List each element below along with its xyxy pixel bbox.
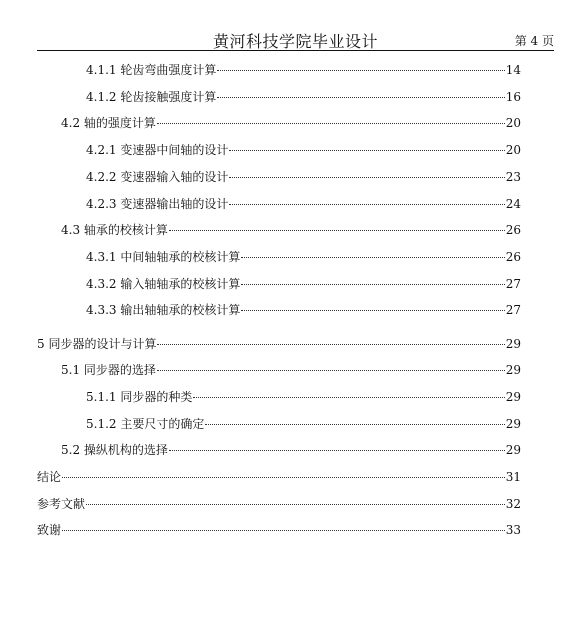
toc-entry-title: 4.2.3 变速器输出轴的设计 (86, 197, 229, 211)
toc-entry[interactable] (86, 388, 521, 406)
toc-entry-page: 32 (505, 497, 521, 511)
toc-entry[interactable] (61, 441, 521, 459)
toc-entry-page: 24 (505, 197, 521, 211)
toc-entry[interactable] (86, 168, 521, 186)
toc-entry-title: 4.3.2 输入轴轴承的校核计算 (86, 277, 241, 291)
toc-entry[interactable] (37, 521, 521, 539)
toc-entry-page: 23 (505, 170, 521, 184)
toc-dot-leader (241, 284, 504, 285)
toc-entry[interactable] (61, 221, 521, 239)
toc-entry-page: 29 (505, 337, 521, 351)
toc-dot-leader (169, 450, 505, 451)
toc-entry[interactable] (86, 88, 521, 106)
toc-entry[interactable] (86, 275, 521, 293)
toc-entry-page: 27 (505, 277, 521, 291)
toc-dot-leader (62, 530, 505, 531)
toc-entry[interactable] (86, 415, 521, 433)
toc-entry-title: 参考文献 (37, 497, 86, 511)
toc-entry[interactable] (61, 361, 521, 379)
toc-entry-page: 26 (505, 250, 521, 264)
toc-dot-leader (169, 230, 505, 231)
toc-dot-leader (205, 424, 504, 425)
toc-entry[interactable] (61, 114, 521, 132)
toc-entry[interactable] (37, 468, 521, 486)
toc-entry-title: 5.1.2 主要尺寸的确定 (86, 417, 205, 431)
toc-entry-page: 31 (505, 470, 521, 484)
toc-entry-page: 27 (505, 303, 521, 317)
toc-dot-leader (86, 504, 505, 505)
toc-entry-page: 26 (505, 223, 521, 237)
toc-entry-title: 5.1.1 同步器的种类 (86, 390, 193, 404)
toc-entry-title: 4.2.2 变速器输入轴的设计 (86, 170, 229, 184)
toc-dot-leader (157, 123, 505, 124)
toc-entry-title: 4.3.3 输出轴轴承的校核计算 (86, 303, 241, 317)
toc-entry-title: 4.3.1 中间轴轴承的校核计算 (86, 250, 241, 264)
toc-entry[interactable] (86, 301, 521, 319)
toc-entry-page: 20 (505, 143, 521, 157)
page-header (37, 26, 554, 50)
toc-entry-page: 29 (505, 390, 521, 404)
toc-dot-leader (241, 310, 504, 311)
document-title: 黄河科技学院毕业设计 (212, 32, 378, 51)
toc-dot-leader (157, 344, 504, 345)
toc-dot-leader (193, 397, 504, 398)
toc-entry-title: 5 同步器的设计与计算 (37, 337, 157, 351)
toc-entry-page: 14 (505, 63, 521, 77)
toc-entry[interactable] (86, 195, 521, 213)
toc-entry-title: 5.2 操纵机构的选择 (61, 443, 168, 457)
toc-entry[interactable] (37, 495, 521, 513)
toc-entry-page: 16 (505, 90, 521, 104)
toc-dot-leader (62, 477, 505, 478)
toc-entry-page: 20 (505, 116, 521, 130)
toc-entry-page: 33 (505, 523, 521, 537)
header-divider (37, 50, 554, 51)
toc-entry[interactable] (86, 141, 521, 159)
toc-entry-page: 29 (505, 363, 521, 377)
toc-dot-leader (157, 370, 505, 371)
toc-entry[interactable] (86, 61, 521, 79)
toc-entry-title: 致谢 (37, 523, 62, 537)
toc-dot-leader (229, 204, 504, 205)
toc-entry-title: 4.1.1 轮齿弯曲强度计算 (86, 63, 217, 77)
toc-dot-leader (229, 177, 504, 178)
toc-dot-leader (217, 97, 504, 98)
toc-entry-title: 5.1 同步器的选择 (61, 363, 156, 377)
toc-entry[interactable] (86, 248, 521, 266)
toc-entry-page: 29 (505, 443, 521, 457)
toc-entry-title: 4.2 轴的强度计算 (61, 116, 156, 130)
page-number: 第 4 页 (514, 34, 554, 48)
toc-dot-leader (217, 70, 504, 71)
toc-dot-leader (229, 150, 504, 151)
toc-entry-title: 4.2.1 变速器中间轴的设计 (86, 143, 229, 157)
toc-dot-leader (241, 257, 504, 258)
toc-entry-page: 29 (505, 417, 521, 431)
toc-entry[interactable] (37, 335, 521, 353)
toc-entry-title: 4.1.2 轮齿接触强度计算 (86, 90, 217, 104)
toc-entry-title: 结论 (37, 470, 62, 484)
toc-entry-title: 4.3 轴承的校核计算 (61, 223, 168, 237)
